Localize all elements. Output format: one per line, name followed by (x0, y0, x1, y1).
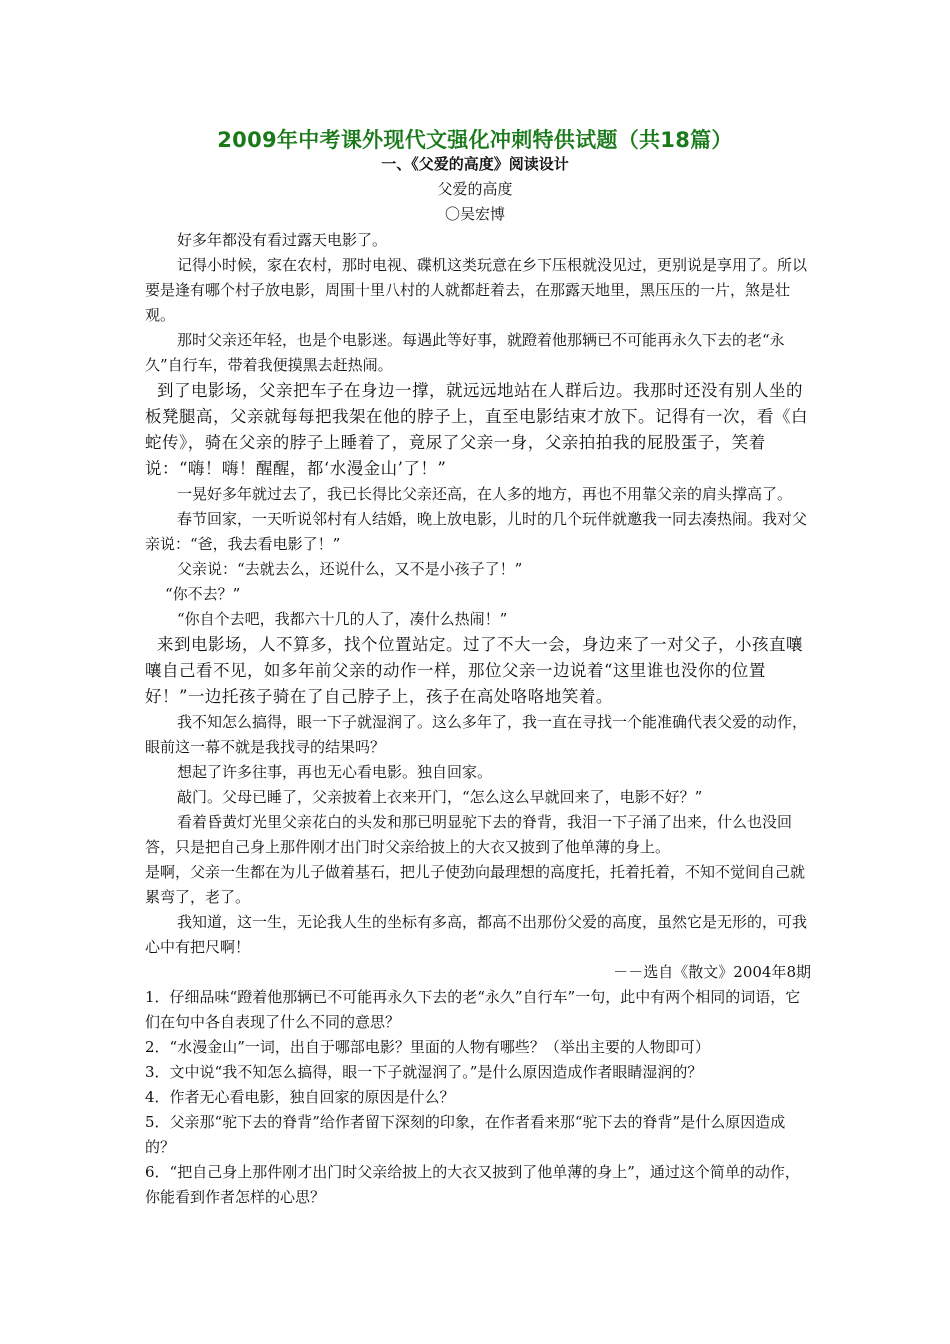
paragraph: 记得小时候，家在农村，那时电视、碟机这类玩意在乡下压根就没见过，更别说是享用了。所以要是逢有哪个村子放电影，周围十里八村的人就都赶着去，在那露天地里，黑压压的一片，煞是壮观。 (145, 256, 808, 324)
article-body (145, 228, 811, 1210)
paragraph: 到了电影场，父亲把车子在身边一撑，就远远地站在人群后边。我那时还没有别人坐的板凳腿高，父亲就每每把我架在他的脖子上，直至电影结束才放下。记得有一次，看《白蛇传》，骑在父亲的脖子上睡着了，竟尿了父亲一身，父亲拍拍我的屁股蛋子，笑着说：“嗨！嗨！醒醒，都‘水漫金山’了！” (145, 381, 808, 478)
paragraph: 父亲说：“去就去么，还说什么，又不是小孩子了！” (177, 560, 523, 578)
question-item: 5．父亲那“驼下去的脊背”给作者留下深刻的印象，在作者看来那“驼下去的脊背”是什么原因造成的？ (145, 1113, 786, 1156)
question-item: 4．作者无心看电影，独自回家的原因是什么？ (145, 1088, 455, 1106)
paragraph: “你不去？” (165, 585, 241, 603)
paragraph: 我知道，这一生，无论我人生的坐标有多高，都高不出那份父爱的高度，虽然它是无形的，可我心中有把尺啊！ (145, 913, 808, 956)
paragraph: 来到电影场，人不算多，找个位置站定。过了不大一会，身边来了一对父子，小孩直嚷嚷自己看不见，如多年前父亲的动作一样，那位父亲一边说着“这里谁也没你的位置好！”一边托孩子骑在了自己脖子上，孩子在高处咯咯地笑着。 (145, 635, 803, 706)
question-item: 3．文中说“我不知怎么搞得，眼一下子就湿润了。”是什么原因造成作者眼睛湿润的？ (145, 1063, 703, 1081)
question-item: 2．“水漫金山”一词，出自于哪部电影？里面的人物有哪些？（举出主要的人物即可） (145, 1038, 710, 1056)
question-item: 6．“把自己身上那件刚才出门时父亲给披上的大衣又披到了他单薄的身上”，通过这个简单的动作，你能看到作者怎样的心思？ (145, 1163, 800, 1206)
paragraph: 想起了许多往事，再也无心看电影。独自回家。 (177, 763, 493, 781)
question-list (145, 985, 811, 1210)
paragraph: 我不知怎么搞得，眼一下子就湿润了。这么多年了，我一直在寻找一个能准确代表父爱的动作，眼前这一幕不就是我找寻的结果吗？ (145, 713, 808, 756)
paragraph: 一晃好多年就过去了，我已长得比父亲还高，在人多的地方，再也不用靠父亲的肩头撑高了。 (177, 485, 793, 503)
paragraph: 是啊，父亲一生都在为儿子做着基石，把儿子使劲向最理想的高度托，托着托着，不知不觉间自己就累弯了，老了。 (145, 863, 806, 906)
paragraph: 那时父亲还年轻，也是个电影迷。每遇此等好事，就蹬着他那辆已不可能再永久下去的老“永久”自行车，带着我便摸黑去赶热闹。 (145, 331, 785, 374)
section-heading: 一、《父爱的高度》阅读设计 (381, 155, 569, 173)
question-item: 1．仔细品味“蹬着他那辆已不可能再永久下去的老“永久”自行车”一句，此中有两个相同的词语，它们在句中各自表现了什么不同的意思？ (145, 988, 801, 1031)
paragraph: 春节回家，一天听说邻村有人结婚，晚上放电影，儿时的几个玩伴就邀我一同去凑热闹。我对父亲说：“爸，我去看电影了！” (145, 510, 808, 553)
document-title: 2009年中考课外现代文强化冲刺特供试题（共18篇） (217, 128, 733, 152)
paragraph: 敲门。父母已睡了，父亲披着上衣来开门，“怎么这么早就回来了，电影不好？” (177, 788, 703, 806)
story-title: 父爱的高度 (437, 180, 513, 198)
paragraph: 看着昏黄灯光里父亲花白的头发和那已明显驼下去的脊背，我泪一下子涌了出来，什么也没回答，只是把自己身上那件刚才出门时父亲给披上的大衣又披到了他单薄的身上。 (145, 813, 793, 856)
author-line: 〇吴宏博 (444, 205, 505, 223)
source-citation: －－选自《散文》2004年8期 (613, 963, 811, 981)
paragraph: “你自个去吧，我都六十几的人了，凑什么热闹！” (177, 610, 508, 628)
paragraph: 好多年都没有看过露天电影了。 (177, 231, 388, 249)
